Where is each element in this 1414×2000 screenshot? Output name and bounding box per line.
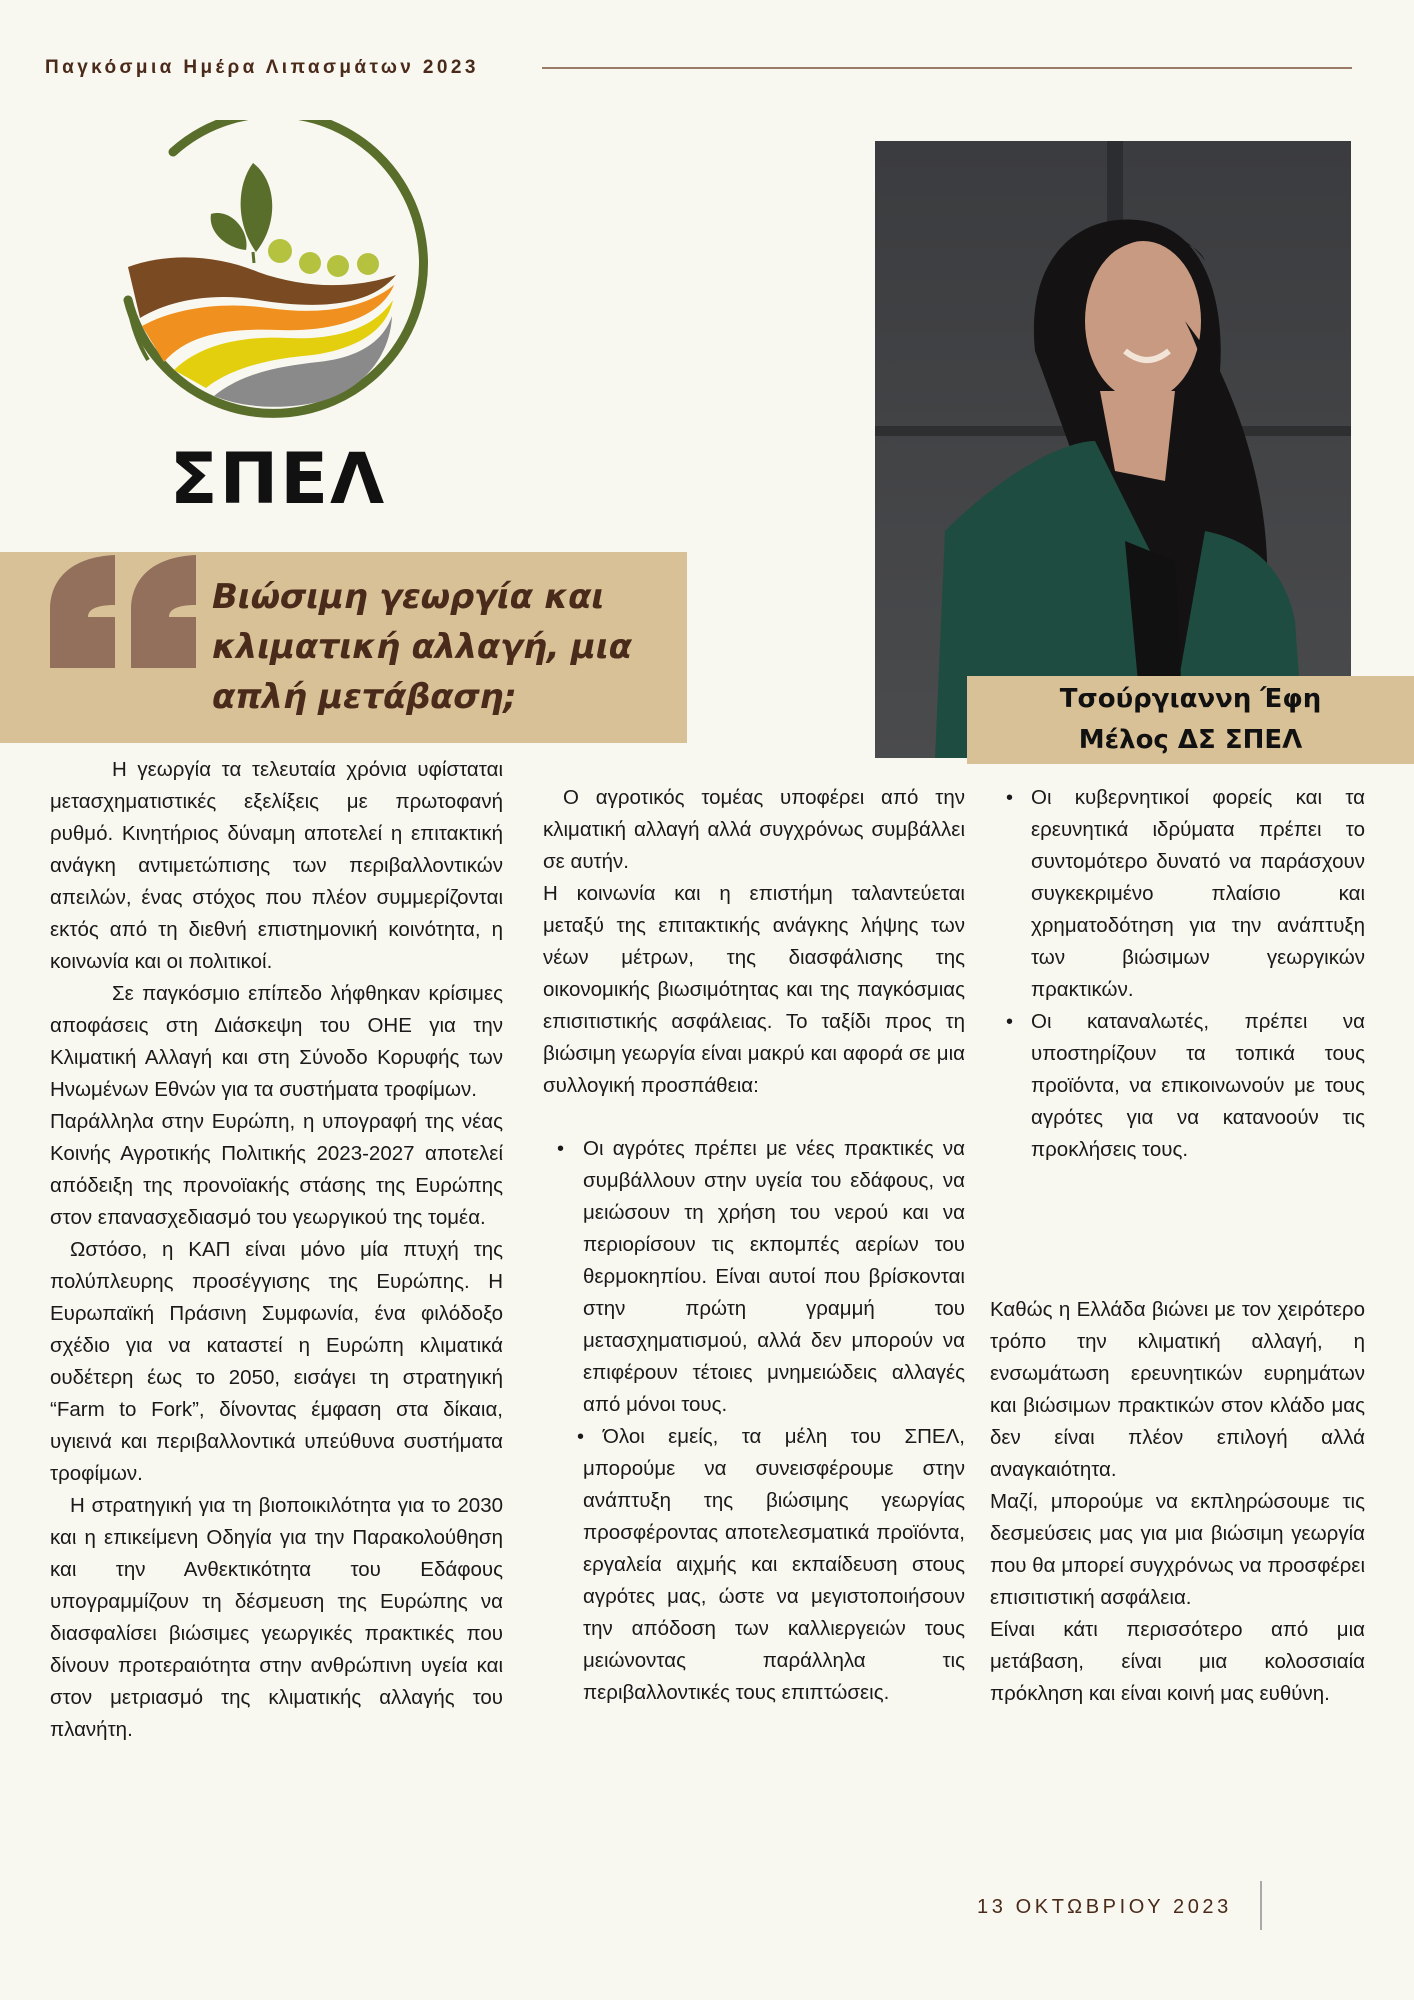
logo-text: ΣΠΕΛ	[169, 438, 387, 510]
portrait-photo	[875, 141, 1351, 758]
paragraph: Η γεωργία τα τελευταία χρόνια υφίσταται μετασχηματιστικές εξελίξεις με πρωτοφανή ρυθμό. Κινητήριος δύναμη αποτελεί η επιτακτική ανάγκη αντιμετώπισης των περιβαλλοντικών απειλών, ένας στόχος που πλέον συμμερίζονται εκτός από τη διεθνή επιστημονική κοινότητα, η κοινωνία και οι πολιτικοί.	[50, 758, 503, 973]
paragraph: Παράλληλα στην Ευρώπη, η υπογραφή της νέας Κοινής Αγροτικής Πολιτικής 2023-2027 αποτελεί απόδειξη της προνοϊακής στάσης της Ευρώπης στον επανασχεδιασμό του γεωργικού της τομέα.	[50, 1110, 503, 1229]
article-column-3-bullets	[990, 782, 1365, 1166]
author-name: Τσούργιαννη Έφη	[1059, 684, 1322, 714]
header-divider	[542, 67, 1352, 69]
footer-divider	[1260, 1881, 1262, 1930]
bullet-list	[990, 782, 1365, 1166]
quote-mark-icon	[50, 555, 196, 668]
publication-date: 13 ΟΚΤΩΒΡΙΟΥ 2023	[977, 1896, 1232, 1918]
paragraph: Καθώς η Ελλάδα βιώνει με τον χειρότερο τρόπο την κλιματική αλλαγή, η ενσωμάτωση ερευνητικών ευρημάτων και βιώσιμων πρακτικών στον κλάδο μας δεν είναι πλέον επιλογή αλλά αναγκαιότητα.	[990, 1298, 1365, 1481]
quote-line: κλιματική αλλαγή, μια	[212, 627, 632, 667]
bullet-item: • Όλοι εμείς, τα μέλη του ΣΠΕΛ, μπορούμε να συνεισφέρουμε στην ανάπτυξη της βιώσιμης γεωργίας προσφέροντας αποτελεσματικά προϊόντα, εργαλεία αιχμής και εκπαίδευση στους αγρότες μας, ώστε να μεγιστοποιήσουν την απόδοση των καλλιεργειών τους μειώνοντας παράλληλα τις περιβαλλοντικές τους επιπτώσεις.	[543, 1421, 965, 1709]
author-role: Μέλος ΔΣ ΣΠΕΛ	[1078, 725, 1303, 755]
paragraph: Η στρατηγική για τη βιοποικιλότητα για το 2030 και η επικείμενη Οδηγία για την Παρακολούθηση και την Ανθεκτικότητα του Εδάφους υπογραμμίζουν τη δέσμευση της Ευρώπης να διασφαλίσει βιώσιμες γεωργικές πρακτικές που δίνουν προτεραιότητα στην ανθρώπινη υγεία και στον μετριασμό της κλιματικής αλλαγής του πλανήτη.	[50, 1494, 503, 1741]
spel-logo	[118, 120, 438, 510]
author-caption	[967, 676, 1414, 764]
bullet-item: • Οι καταναλωτές, πρέπει να υποστηρίζουν τα τοπικά τους προϊόντα, να επικοινωνούν με τους αγρότες για να κατανοούν τις προκλήσεις τους.	[990, 1006, 1365, 1166]
paragraph: Μαζί, μπορούμε να εκπληρώσουμε τις δεσμεύσεις μας για μια βιώσιμη γεωργία που θα μπορεί συγχρόνως να προσφέρει επισιτιστική ασφάλεια.	[990, 1490, 1365, 1609]
article-column-1	[50, 754, 503, 1746]
quote-text	[212, 572, 682, 722]
bullet-list	[543, 1133, 965, 1709]
paragraph: Ωστόσο, η ΚΑΠ είναι μόνο μία πτυχή της πολύπλευρης προσέγγισης της Ευρώπης. Η Ευρωπαϊκή Πράσινη Συμφωνία, ένα φιλόδοξο σχέδιο για να καταστεί η Ευρώπη κλιματικά ουδέτερη έως το 2050, εισάγει τη στρατηγική “Farm to Fork”, δίνοντας έμφαση στα δίκαια, υγιεινά και περιβαλλοντικά υπεύθυνα συστήματα τροφίμων.	[50, 1238, 503, 1485]
quote-line: απλή μετάβαση;	[212, 677, 517, 717]
bullet-item: • Οι κυβερνητικοί φορείς και τα ερευνητικά ιδρύματα πρέπει το συντομότερο δυνατό να παράσχουν συγκεκριμένο πλαίσιο και χρηματοδότηση για την ανάπτυξη των βιώσιμων γεωργικών πρακτικών.	[990, 782, 1365, 1006]
bullet-item: • Οι αγρότες πρέπει με νέες πρακτικές να συμβάλλουν στην υγεία του εδάφους, να μειώσουν τη χρήση του νερού και να περιορίσουν τις εκπομπές αερίων του θερμοκηπίου. Είναι αυτοί που βρίσκονται στην πρώτη γραμμή του μετασχηματισμού, αλλά δεν μπορούν να επιφέρουν τέτοιες μνημειώδεις αλλαγές από μόνοι τους.	[543, 1133, 965, 1421]
portrait-photo-icon	[875, 141, 1351, 758]
paragraph: Η κοινωνία και η επιστήμη ταλαντεύεται μεταξύ της επιτακτικής ανάγκης λήψης των νέων μέτρων, της διασφάλισης της οικονομικής βιωσιμότητας και της παγκόσμιας επισιτιστικής ασφάλειας. Το ταξίδι προς τη βιώσιμη γεωργία είναι μακρύ και αφορά σε μια συλλογική προσπάθεια:	[543, 882, 965, 1097]
header-title: Παγκόσμια Ημέρα Λιπασμάτων 2023	[45, 57, 479, 78]
paragraph: Είναι κάτι περισσότερο από μια μετάβαση, είναι μια κολοσσιαία πρόκληση και είναι κοινή μας ευθύνη.	[990, 1618, 1365, 1705]
article-column-3-conclusion	[990, 1294, 1365, 1710]
quote-line: Βιώσιμη γεωργία και	[212, 577, 605, 617]
paragraph: Σε παγκόσμιο επίπεδο λήφθηκαν κρίσιμες αποφάσεις στη Διάσκεψη του ΟΗΕ για την Κλιματική Αλλαγή και στη Σύνοδο Κορυφής των Ηνωμένων Εθνών για τα συστήματα τροφίμων.	[50, 982, 503, 1101]
article-column-2	[543, 782, 965, 1709]
paragraph: Ο αγροτικός τομέας υποφέρει από την κλιματική αλλαγή αλλά συγχρόνως συμβάλλει σε αυτήν.	[543, 786, 965, 873]
spel-logo-icon	[118, 120, 438, 510]
